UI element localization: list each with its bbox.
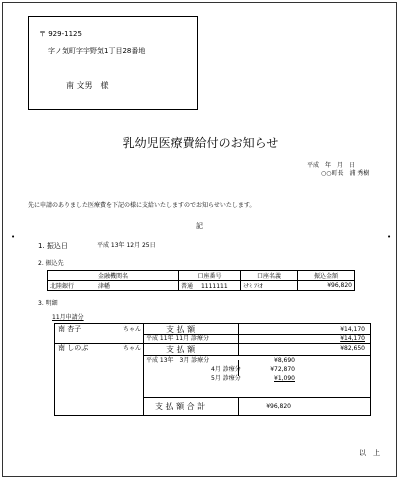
intro-text: 先に申請のありました医療費を下記の様に支給いたしますのでお知らせいたします。 bbox=[28, 202, 256, 209]
child1-sub-label: 平成 11年 11月 診療分 bbox=[146, 335, 209, 342]
child2-line-2-label: 4月 診療分 bbox=[211, 366, 241, 373]
bank-table bbox=[47, 270, 355, 291]
issuer: ○○町長 浦 秀樹 bbox=[321, 170, 370, 177]
detail-box bbox=[54, 323, 371, 416]
child2-pay-amount: ¥82,650 bbox=[340, 345, 365, 352]
recipient-name: 南 文男 様 bbox=[66, 81, 109, 90]
transfer-amount: ¥96,820 bbox=[298, 281, 355, 291]
child1-suffix: ちゃん bbox=[123, 326, 142, 333]
bank-cell bbox=[48, 281, 179, 291]
postal-code: 〒 929-1125 bbox=[39, 30, 82, 38]
month-label: 11月申請分 bbox=[52, 314, 84, 321]
account-number: 1111111 bbox=[200, 283, 228, 290]
total-label: 支 払 額 合 計 bbox=[155, 402, 206, 411]
notice-page bbox=[2, 2, 397, 477]
child1-sub-amount: ¥14,170 bbox=[340, 335, 365, 342]
header-account-number: 口座番号 bbox=[179, 271, 241, 281]
account-cell bbox=[179, 281, 241, 291]
child1-pay-label: 支 払 額 bbox=[166, 325, 196, 334]
account-type: 普通 bbox=[181, 283, 194, 290]
divider-v4 bbox=[238, 397, 239, 416]
address-line: 字ノ気町字宇野気1丁目28番地 bbox=[48, 47, 146, 55]
child2-pay-label: 支 払 額 bbox=[166, 345, 196, 354]
child1-name: 南 杏子 bbox=[58, 325, 82, 333]
divider-v2 bbox=[238, 324, 239, 355]
divider-h3 bbox=[143, 355, 370, 356]
document-title: 乳幼児医療費給付のお知らせ bbox=[122, 136, 279, 150]
child1-pay-amount: ¥14,170 bbox=[340, 326, 365, 333]
date-line: 平成 年 月 日 bbox=[307, 162, 356, 169]
child2-line-1-amount: ¥8,690 bbox=[274, 357, 295, 364]
child2-suffix: ちゃん bbox=[123, 345, 142, 352]
divider-h4 bbox=[143, 397, 370, 398]
section3-label: 3. 明細 bbox=[38, 300, 58, 307]
branch-name: 津幡 bbox=[97, 283, 110, 290]
total-amount: ¥96,820 bbox=[266, 403, 291, 410]
section1-label: 1. 振込日 bbox=[38, 242, 68, 250]
child2-line-3-label: 5月 診療分 bbox=[211, 375, 241, 382]
section1-value: 平成 13年 12月 25日 bbox=[97, 242, 156, 249]
ki-label: 記 bbox=[196, 222, 203, 230]
header-amount: 振込金額 bbox=[298, 271, 355, 281]
child2-line-3-amount: ¥1,090 bbox=[274, 375, 295, 382]
divider-h2 bbox=[55, 343, 370, 344]
account-holder: ﾐﾅﾐ ﾌﾐｵ bbox=[241, 281, 298, 291]
margin-dot-right: • bbox=[387, 233, 392, 241]
child2-line-2-amount: ¥72,870 bbox=[270, 366, 295, 373]
margin-dot-left: • bbox=[11, 233, 16, 241]
child2-line-1-label: 平成 13年 3月 診療分 bbox=[146, 357, 210, 364]
child2-name: 南 しのぶ bbox=[58, 344, 89, 352]
section2-label: 2. 振込先 bbox=[38, 260, 64, 267]
closing-text: 以 上 bbox=[359, 449, 380, 457]
header-bank: 金融機関名 bbox=[48, 271, 179, 281]
bank-name: 北陸銀行 bbox=[50, 283, 75, 290]
header-account-holder: 口座名義 bbox=[241, 271, 298, 281]
divider-v1 bbox=[143, 324, 144, 416]
